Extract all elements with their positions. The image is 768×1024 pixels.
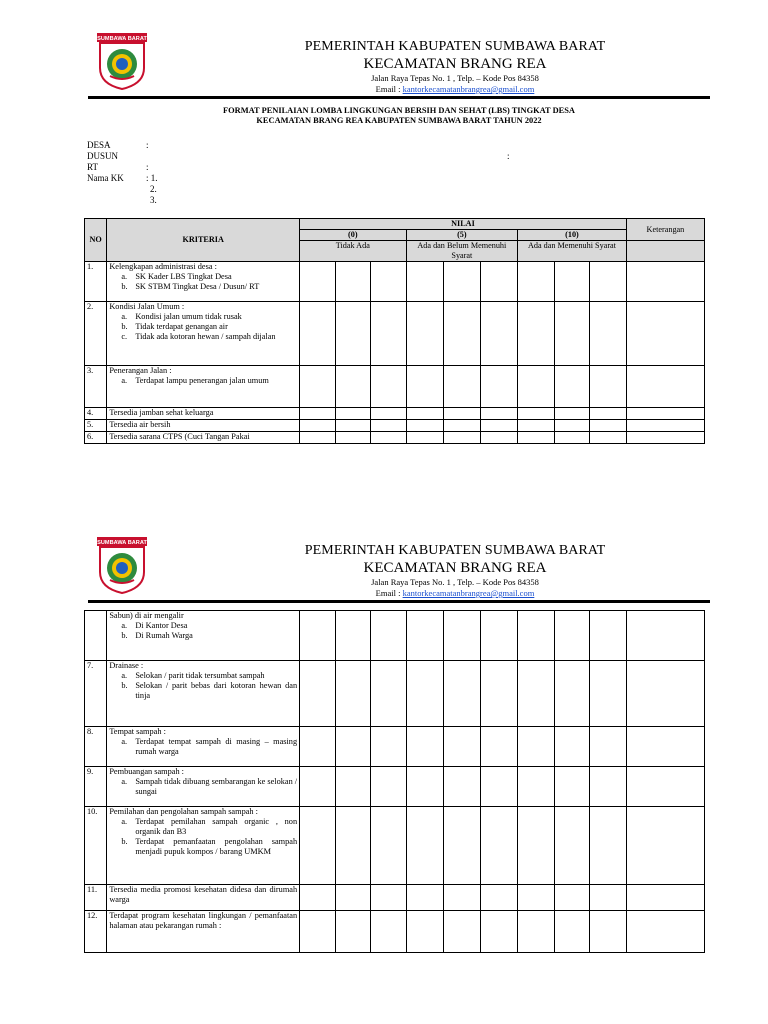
score-cell[interactable] [335,302,371,366]
sub-item-marker: a. [121,272,128,281]
score-cell[interactable] [300,727,336,767]
criteria-sub-item [121,621,297,631]
row-number: 9. [85,767,107,807]
score-cell[interactable] [406,432,444,444]
score-cell[interactable] [444,767,481,807]
score-cell[interactable] [554,911,590,953]
score-0-header: (0) [300,230,407,241]
sub-item-text: Tidak ada kotoran hewan / sampah dijalan [135,332,276,341]
score-cell[interactable] [300,911,336,953]
sub-item-text: Selokan / parit bebas dari kotoran hewan dan tinja [135,681,298,700]
criteria-cell [107,302,300,366]
score-cell[interactable] [406,420,444,432]
score-cell[interactable] [554,661,590,727]
table-row [85,727,705,767]
table-body [85,262,705,444]
score-cell[interactable] [444,302,481,366]
criteria-text: Penerangan Jalan : [109,366,172,375]
score-cell[interactable] [300,408,336,420]
district-name: KECAMATAN BRANG REA [363,560,547,576]
sub-item-marker: b. [121,681,128,690]
table-row [85,420,705,432]
keterangan-cell[interactable] [626,767,704,807]
keterangan-cell[interactable] [626,885,704,911]
sub-item-text: Terdapat pemilahan sampah organic , non organik dan B3 [135,817,298,836]
criteria-sub-item [121,376,297,386]
row-number: 3. [85,366,107,408]
score-cell[interactable] [406,302,444,366]
score-cell[interactable] [300,767,336,807]
sub-item-text: Tidak terdapat genangan air [135,322,228,331]
criteria-text: Sabun) di air mengalir [109,611,184,620]
document-page-2 [0,528,768,988]
score-cell[interactable] [335,408,371,420]
score-cell[interactable] [371,262,407,302]
sumbawa-barat-emblem-icon [96,536,148,594]
score-cell[interactable] [406,911,444,953]
dusun-label: DUSUN [87,151,119,161]
email-line [200,84,710,95]
sub-item-text: Di Rumah Warga [135,631,193,640]
government-name: PEMERINTAH KABUPATEN SUMBAWA BARAT [304,543,606,558]
score-cell[interactable] [371,302,407,366]
sub-item-text: SK STBM Tingkat Desa / Dusun/ RT [135,282,260,291]
criteria-cell [107,807,300,885]
score-cell[interactable] [480,420,518,432]
letterhead [200,39,710,95]
title-line-1: FORMAT PENILAIAN LOMBA LINGKUNGAN BERSIH DAN SEHAT (LBS) TINGKAT DESA [223,106,575,115]
criteria-text: Drainase : [109,661,144,670]
title-line-2: KECAMATAN BRANG REA KABUPATEN SUMBAWA BARAT TAHUN 2022 [256,116,542,125]
criteria-sub-item [121,671,297,681]
email-link[interactable]: kantorkecamatanbrangrea@gmail.com [402,84,535,94]
keterangan-cell[interactable] [626,611,704,661]
row-number: 5. [85,420,107,432]
score-cell[interactable] [406,408,444,420]
kk-1: : 1. [146,173,158,183]
row-number: 10. [85,807,107,885]
score-cell[interactable] [335,727,371,767]
criteria-sub-item [121,631,297,641]
score-cell[interactable] [518,727,555,767]
score-cell[interactable] [480,661,518,727]
score-cell[interactable] [518,420,555,432]
score-cell[interactable] [335,432,371,444]
sub-item-marker: b. [121,631,128,640]
score-cell[interactable] [371,807,407,885]
score-cell[interactable] [518,807,555,885]
assessment-table-page-1 [84,218,705,444]
sub-item-text: Terdapat tempat sampah di masing – masing rumah warga [135,737,298,756]
score-cell[interactable] [371,611,407,661]
keterangan-header-cont [626,241,704,262]
document-page-1 [0,0,768,470]
score-cell[interactable] [335,611,371,661]
score-cell[interactable] [406,727,444,767]
criteria-cell [107,420,300,432]
score-cell[interactable] [406,611,444,661]
score-cell[interactable] [590,727,627,767]
score-cell[interactable] [518,767,555,807]
score-cell[interactable] [335,807,371,885]
table-header [85,219,705,262]
sub-item-marker: a. [121,737,128,746]
score-cell[interactable] [444,408,481,420]
score-cell[interactable] [371,885,407,911]
criteria-text: Tersedia media promosi kesehatan didesa dan dirumah warga [109,885,298,904]
email-link[interactable]: kantorkecamatanbrangrea@gmail.com [402,588,535,598]
sub-item-text: Kondisi jalan umum tidak rusak [135,312,242,321]
score-cell[interactable] [480,727,518,767]
score-cell[interactable] [554,611,590,661]
score-cell[interactable] [335,366,371,408]
document-title [88,106,710,126]
criteria-cell [107,262,300,302]
row-number: 4. [85,408,107,420]
keterangan-cell[interactable] [626,661,704,727]
score-cell[interactable] [590,767,627,807]
keterangan-cell[interactable] [626,911,704,953]
criteria-sub-item [121,322,297,332]
table-row [85,885,705,911]
criteria-text: Tersedia jamban sehat keluarga [109,408,214,417]
sub-item-marker: a. [121,376,128,385]
criteria-text: Kelengkapan administrasi desa : [109,262,217,271]
table-row [85,262,705,302]
table-row [85,408,705,420]
table-row [85,767,705,807]
svg-text:SUMBAWA BARAT: SUMBAWA BARAT [97,540,147,546]
dusun-colon: : [507,151,510,161]
criteria-sub-item [121,332,297,342]
score-cell[interactable] [518,661,555,727]
email-label: Email : [375,84,403,94]
table-row [85,807,705,885]
score-cell[interactable] [444,661,481,727]
email-label: Email : [375,588,403,598]
keterangan-cell[interactable] [626,408,704,420]
sub-item-marker: a. [121,671,128,680]
score-cell[interactable] [590,611,627,661]
row-number: 1. [85,262,107,302]
sub-item-marker: b. [121,322,128,331]
nilai-header: NILAI [300,219,627,230]
kriteria-header: KRITERIA [107,219,300,262]
score-cell[interactable] [480,885,518,911]
score-cell[interactable] [371,727,407,767]
keterangan-cell[interactable] [626,302,704,366]
criteria-cell [107,885,300,911]
keterangan-cell[interactable] [626,262,704,302]
score-cell[interactable] [554,885,590,911]
table-row [85,366,705,408]
score-cell[interactable] [590,408,627,420]
no-header: NO [85,219,107,262]
sub-item-text: Sampah tidak dibuang sembarangan ke selokan / sungai [135,777,298,796]
criteria-text: Tersedia air bersih [109,420,171,429]
desa-label: DESA [87,140,111,150]
score-cell[interactable] [444,611,481,661]
keterangan-header: Keterangan [626,219,704,241]
score-cell[interactable] [518,408,555,420]
district-name: KECAMATAN BRANG REA [363,56,547,72]
score-cell[interactable] [300,807,336,885]
address: Jalan Raya Tepas No. 1 , Telp. – Kode Pos 84358 [371,577,539,587]
score-10-header: (10) [518,230,627,241]
score-cell[interactable] [480,366,518,408]
table-body [85,611,705,953]
row-number: 8. [85,727,107,767]
score-cell[interactable] [300,432,336,444]
score-cell[interactable] [444,807,481,885]
email-line [200,588,710,599]
nama-kk-label: Nama KK [87,173,124,183]
score-cell[interactable] [406,262,444,302]
score-cell[interactable] [554,262,590,302]
desa-colon: : [146,140,149,150]
criteria-sub-item [121,312,297,322]
rt-label: RT [87,162,98,172]
criteria-cell [107,408,300,420]
svg-text:SUMBAWA BARAT: SUMBAWA BARAT [97,36,147,42]
table-row [85,432,705,444]
criteria-text: Pembuangan sampah : [109,767,184,776]
score-cell[interactable] [335,420,371,432]
criteria-text: Terdapat program kesehatan lingkungan / pemanfaatan halaman atau pekarangan rumah : [109,911,298,930]
belum-memenuhi-header: Ada dan Belum Memenuhi Syarat [406,241,518,262]
table-row [85,611,705,661]
score-cell[interactable] [518,885,555,911]
row-number [85,611,107,661]
score-cell[interactable] [371,911,407,953]
criteria-sub-item [121,681,297,701]
score-cell[interactable] [371,767,407,807]
score-cell[interactable] [590,885,627,911]
keterangan-cell[interactable] [626,807,704,885]
score-cell[interactable] [371,366,407,408]
sub-item-marker: a. [121,817,128,826]
score-cell[interactable] [444,432,481,444]
score-cell[interactable] [406,366,444,408]
criteria-sub-item [121,737,297,757]
criteria-cell [107,366,300,408]
score-cell[interactable] [371,661,407,727]
score-cell[interactable] [480,611,518,661]
assessment-table-page-2 [84,610,705,953]
score-cell[interactable] [300,262,336,302]
table-row [85,661,705,727]
score-cell[interactable] [590,911,627,953]
score-cell[interactable] [300,885,336,911]
score-cell[interactable] [554,767,590,807]
row-number: 2. [85,302,107,366]
row-number: 11. [85,885,107,911]
memenuhi-header: Ada dan Memenuhi Syarat [518,241,627,262]
tidak-ada-header: Tidak Ada [300,241,407,262]
criteria-text: Tempat sampah : [109,727,166,736]
score-cell[interactable] [554,807,590,885]
score-cell[interactable] [480,767,518,807]
score-cell[interactable] [406,767,444,807]
score-cell[interactable] [554,366,590,408]
sub-item-text: Di Kantor Desa [135,621,188,630]
sub-item-marker: c. [121,332,128,341]
criteria-sub-item [121,272,297,282]
criteria-sub-item [121,837,297,857]
keterangan-cell[interactable] [626,432,704,444]
score-cell[interactable] [444,911,481,953]
score-cell[interactable] [335,911,371,953]
score-cell[interactable] [444,885,481,911]
score-cell[interactable] [554,432,590,444]
address: Jalan Raya Tepas No. 1 , Telp. – Kode Pos 84358 [371,73,539,83]
sub-item-marker: b. [121,282,128,291]
score-cell[interactable] [371,432,407,444]
table-row [85,911,705,953]
score-cell[interactable] [444,727,481,767]
sub-item-marker: a. [121,621,128,630]
criteria-text: Kondisi Jalan Umum : [109,302,185,311]
rt-colon: : [146,162,149,172]
score-cell[interactable] [480,408,518,420]
score-cell[interactable] [300,302,336,366]
score-cell[interactable] [518,611,555,661]
criteria-cell [107,727,300,767]
score-cell[interactable] [444,366,481,408]
letterhead [200,543,710,599]
score-cell[interactable] [480,432,518,444]
score-cell[interactable] [371,420,407,432]
row-number: 7. [85,661,107,727]
score-cell[interactable] [554,408,590,420]
score-5-header: (5) [406,230,518,241]
score-cell[interactable] [590,661,627,727]
score-cell[interactable] [518,366,555,408]
score-cell[interactable] [554,420,590,432]
score-cell[interactable] [406,807,444,885]
criteria-sub-item [121,777,297,797]
sub-item-marker: b. [121,837,128,846]
kk-2: 2. [150,184,157,194]
row-number: 6. [85,432,107,444]
sumbawa-barat-emblem-icon [96,32,148,90]
score-cell[interactable] [590,366,627,408]
sub-item-text: Selokan / parit tidak tersumbat sampah [135,671,265,680]
header-rule [88,600,710,603]
score-cell[interactable] [406,661,444,727]
score-cell[interactable] [300,661,336,727]
score-cell[interactable] [444,262,481,302]
header-rule [88,96,710,99]
score-cell[interactable] [444,420,481,432]
criteria-text: Tersedia sarana CTPS (Cuci Tangan Pakai [109,432,250,441]
criteria-sub-item [121,282,297,292]
score-cell[interactable] [300,611,336,661]
criteria-cell [107,911,300,953]
score-cell[interactable] [590,262,627,302]
score-cell[interactable] [518,262,555,302]
keterangan-cell[interactable] [626,366,704,408]
criteria-cell [107,432,300,444]
score-cell[interactable] [480,262,518,302]
score-cell[interactable] [590,807,627,885]
sub-item-marker: a. [121,777,128,786]
score-cell[interactable] [335,262,371,302]
score-cell[interactable] [335,767,371,807]
sub-item-text: Terdapat lampu penerangan jalan umum [135,376,269,385]
criteria-text: Pemilahan dan pengolahan sampah sampah : [109,807,258,816]
score-cell[interactable] [590,420,627,432]
score-cell[interactable] [518,302,555,366]
score-cell[interactable] [300,420,336,432]
score-cell[interactable] [590,302,627,366]
score-cell[interactable] [335,661,371,727]
score-cell[interactable] [480,911,518,953]
criteria-cell [107,661,300,727]
score-cell[interactable] [335,885,371,911]
score-cell[interactable] [554,727,590,767]
table-row [85,302,705,366]
score-cell[interactable] [554,302,590,366]
score-cell[interactable] [518,911,555,953]
score-cell[interactable] [300,366,336,408]
score-cell[interactable] [371,408,407,420]
government-name: PEMERINTAH KABUPATEN SUMBAWA BARAT [304,39,606,54]
score-cell[interactable] [480,807,518,885]
sub-item-text: SK Kader LBS Tingkat Desa [135,272,232,281]
row-number: 12. [85,911,107,953]
criteria-cell [107,767,300,807]
keterangan-cell[interactable] [626,727,704,767]
sub-item-text: Terdapat pemanfaatan pengolahan sampah menjadi pupuk kompos / barang UMKM [135,837,298,856]
score-cell[interactable] [518,432,555,444]
criteria-sub-item [121,817,297,837]
sub-item-marker: a. [121,312,128,321]
score-cell[interactable] [406,885,444,911]
score-cell[interactable] [590,432,627,444]
kk-3: 3. [150,195,157,205]
score-cell[interactable] [480,302,518,366]
criteria-cell [107,611,300,661]
keterangan-cell[interactable] [626,420,704,432]
